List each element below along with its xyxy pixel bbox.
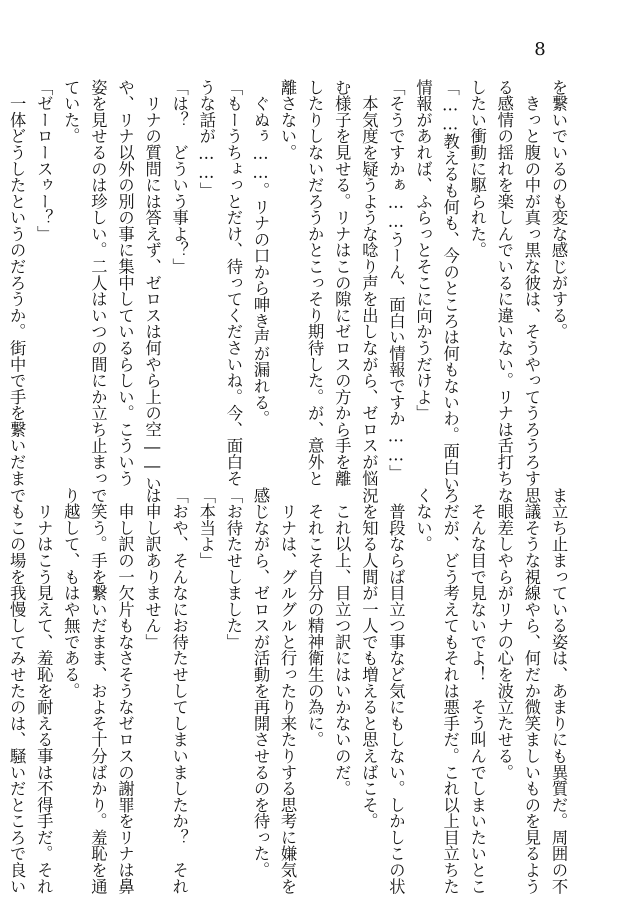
text-line: リナの質問には答えず、ゼロスは何やら上の空――い (142, 79, 162, 492)
text-line: 普段ならば目立つ事など気にもしない。しかしこの状 (386, 487, 406, 895)
text-line: 「もーうちょっとだけ、待ってくださいね。今、面白そ (223, 79, 243, 487)
text-line: したい衝動に駆られた。 (467, 79, 487, 259)
text-line: ぐぬぅ……。リナの口から呻き声が漏れる。 (250, 79, 270, 427)
text-line: リナはこう見えて、羞恥を耐える事は不得手だ。それ (34, 487, 54, 895)
text-line: 「そうですかぁ……うーん、面白い情報ですか……」 (386, 79, 406, 481)
text-line: な眼差しやらがリナの心を波立たせる。 (494, 487, 514, 781)
text-line: 況を知る人間が一人でも増えると思えばこそ。 (359, 487, 379, 830)
text-line: 「本当よ」 (196, 487, 216, 569)
text-line: うな話が……」 (196, 79, 216, 199)
text-line: は申し訳ありません」 (142, 487, 162, 650)
text-line: リナは、グルグルと行ったり来たりする思考に嫌気を (278, 487, 298, 895)
lower-text-block (7, 487, 572, 895)
text-line: 思議そうな視線やら、何だか微笑ましいものを見るよう (521, 487, 541, 895)
text-line: くない。 (413, 487, 433, 553)
text-line: 申し訳の一欠片もなさそうなゼロスの謝罪をリナは鼻 (115, 487, 135, 895)
text-line: 「おや、そんなにお待たせしてしまいましたか？ それ (169, 487, 189, 895)
text-line: る感情の揺れを楽しんでいるに違いない。リナは舌打ち (494, 79, 514, 487)
text-line: それこそ自分の精神衛生の為に。 (305, 487, 325, 748)
text-line: 「ゼーロースゥー？」 (34, 79, 54, 242)
text-line: 情報があれば、ふらっとそこに向かうだけよ」 (413, 79, 433, 422)
text-line: 本気度を疑うような唸り声を出しながら、ゼロスが悩 (359, 79, 379, 487)
text-line: ろだが、どう考えてもそれは悪手だ。これ以上目立ちた (440, 487, 460, 895)
text-line: 「……教えるも何も、今のところは何もないわ。面白い (440, 79, 460, 492)
text-line: ま立ち止まっている姿は、あまりにも異質だ。周囲の不 (549, 487, 568, 895)
text-line: したりしないだろうかとこっそり期待した。が、意外と (305, 79, 325, 487)
text-line: でもこの場を我慢してみせたのは、騒いだところで良い (7, 487, 27, 895)
text-line: 「は？ どういう事よ？」 (169, 79, 189, 275)
text-line: 感じながら、ゼロスが活動を再開させるのを待った。 (250, 487, 270, 878)
text-line: きっと腹の中が真っ黒な彼は、そうやってうろうろす (521, 79, 541, 487)
text-line: を繋いでいるのも変な感じがする。 (549, 79, 568, 340)
text-line: そんな目で見ないでよ！ そう叫んでしまいたいとこ (467, 487, 487, 895)
text-line: 「お待たせしました」 (223, 487, 243, 650)
text-line: 一体どうしたというのだろうか。街中で手を繋いだま (7, 79, 27, 487)
text-line: り越して、もはや無である。 (61, 487, 81, 699)
text-line: ていた。 (61, 79, 81, 145)
text-line: これ以上、目立つ訳にはいかないのだ。 (332, 487, 352, 797)
text-line: む様子を見せる。リナはこの隙にゼロスの方から手を離 (332, 79, 352, 487)
text-line: 姿を見せるのは珍しい。二人はいつの間にか立ち止まっ (88, 79, 108, 487)
upper-text-block (7, 79, 572, 492)
page-number: 8 (534, 39, 546, 60)
text-line: 離さない。 (278, 79, 298, 161)
text-line: や、リナ以外の別の事に集中しているらしい。こういう (115, 79, 135, 487)
text-line: で笑う。手を繋いだまま、およそ十分ばかり。羞恥を通 (88, 487, 108, 895)
